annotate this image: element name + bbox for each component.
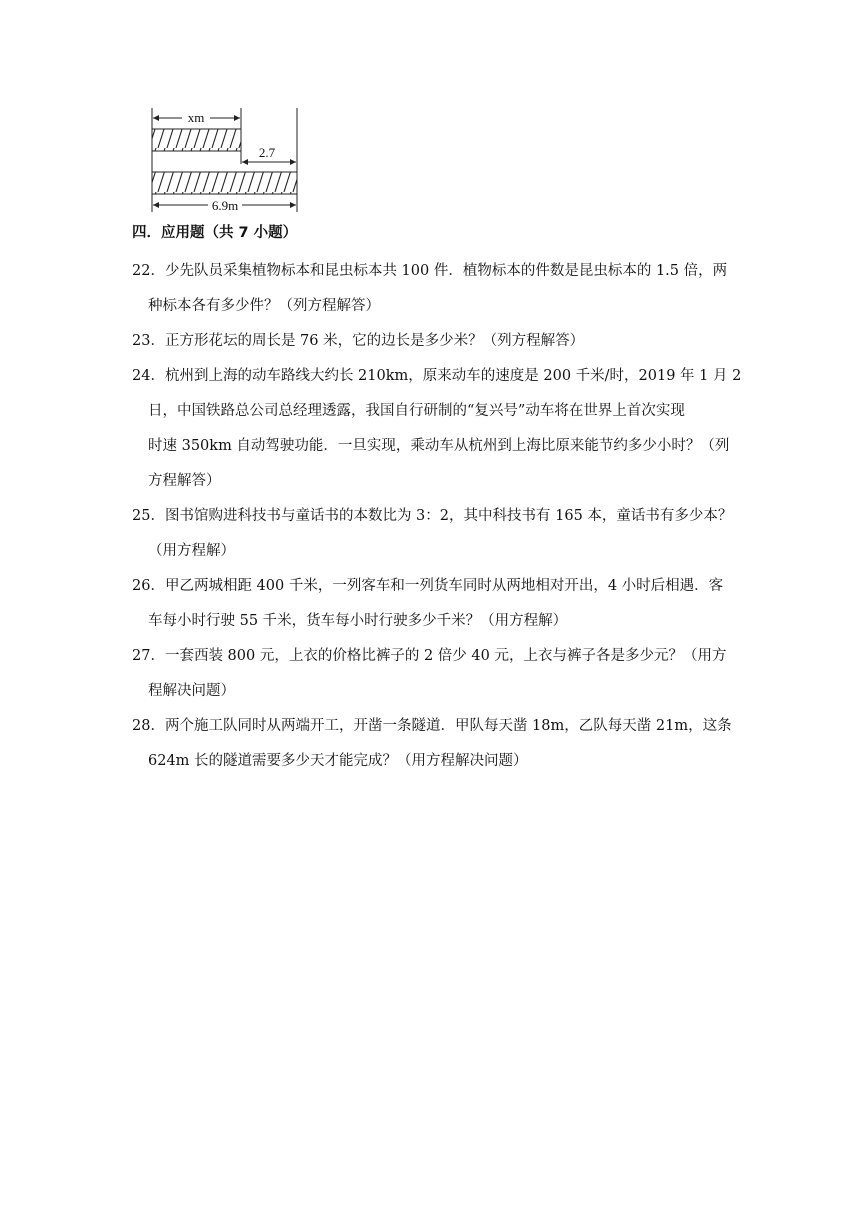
problem-list [132,254,742,779]
section-title: 四．应用题（共 7 小题） [132,225,298,241]
problem-line: 方程解答） [148,473,221,489]
problem-item [132,499,736,569]
label-top: xm [187,110,205,125]
problem-line: 种标本各有多少件？（列方程解答） [148,298,380,314]
problem-item [132,324,736,359]
problem-line: 28．两个施工队同时从两端开工，开凿一条隧道．甲队每天凿 18m，乙队每天凿 21m，这条 [132,718,732,734]
problem-line: （用方程解） [148,543,235,559]
problem-line: 程解决问题） [148,683,235,699]
problem-line: 车每小时行驶 55 千米，货车每小时行驶多少千米？（用方程解） [148,613,568,629]
problem-item [132,709,736,779]
problem-line: 24．杭州到上海的动车路线大约长 210km，原来动车的速度是 200 千米/时，2019 年 1 月 2 [132,368,742,384]
top-hatched-bar [152,129,241,151]
problem-item [132,254,736,324]
problem-item [132,639,736,709]
label-bottom: 6.9m [211,198,239,213]
label-mid: 2.7 [258,145,276,160]
problem-line: 25．图书馆购进科技书与童话书的本数比为 3：2，其中科技书有 165 本，童话书有多少本？ [132,508,733,524]
problem-line: 26．甲乙两城相距 400 千米，一列客车和一列货车同时从两地相对开出，4 小时后相遇．客 [132,578,724,594]
problem-line: 27．一套西装 800 元，上衣的价格比裤子的 2 倍少 40 元，上衣与裤子各是多少元？（用方 [132,648,727,664]
segment-diagram [148,104,306,216]
problem-line: 日，中国铁路总公司总经理透露，我国自行研制的“复兴号”动车将在世界上首次实现 [148,403,685,419]
problem-line: 23．正方形花坛的周长是 76 米，它的边长是多少米？（列方程解答） [132,333,585,349]
problem-line: 624m 长的隧道需要多少天才能完成？（用方程解决问题） [148,753,528,769]
problem-item [132,569,736,639]
bottom-hatched-bar [152,172,297,194]
problem-item [132,359,742,499]
problem-line: 时速 350km 自动驾驶功能．一旦实现，乘动车从杭州到上海比原来能节约多少小时？（列 [148,438,730,454]
problem-line: 22．少先队员采集植物标本和昆虫标本共 100 件．植物标本的件数是昆虫标本的 1.5 倍，两 [132,263,728,279]
